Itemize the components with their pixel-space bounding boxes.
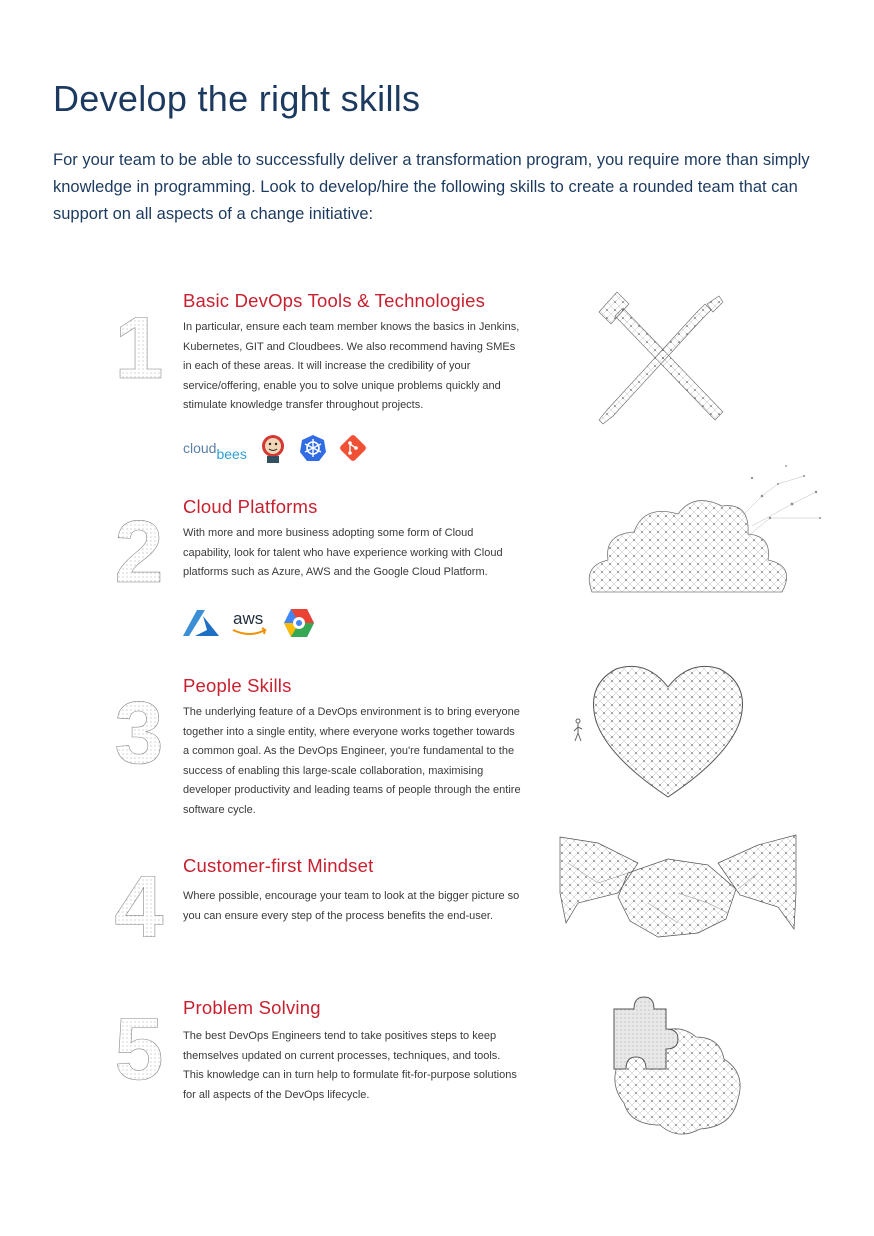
skill-section-1 <box>0 290 874 470</box>
section-title: Cloud Platforms <box>183 496 318 517</box>
section-title: Basic DevOps Tools & Technologies <box>183 290 486 311</box>
svg-text:3: 3 <box>114 685 164 769</box>
handshake-illustration <box>558 833 798 953</box>
git-logo <box>339 434 367 462</box>
aws-logo: aws <box>231 609 271 637</box>
number-5-graphic <box>106 1001 172 1085</box>
svg-text:2: 2 <box>114 504 164 588</box>
section-body: In particular, ensure each team member knows the basics in Jenkins, Kubernetes, GIT and Cloudbees. We also recommend having SMEs in each of these areas. It will increase the credibility of your service/offering, enable you to solve unique problems quickly and stimulate knowledge transfer throughout projects. <box>183 321 520 411</box>
jenkins-logo <box>259 432 287 464</box>
kubernetes-logo <box>299 434 327 462</box>
skill-section-4 <box>0 855 874 965</box>
heart-illustration <box>568 661 752 801</box>
svg-text:5: 5 <box>114 1001 164 1085</box>
skill-section-5 <box>0 997 874 1147</box>
section-title: People Skills <box>183 675 292 696</box>
tool-logos <box>183 432 367 464</box>
number-2-graphic <box>106 504 172 588</box>
cloudbees-logo: cloudbees <box>183 440 247 462</box>
google-cloud-logo <box>283 608 315 638</box>
number-1-graphic <box>106 300 172 384</box>
cloud-logos <box>183 608 315 638</box>
section-body: The best DevOps Engineers tend to take positives steps to keep themselves updated on current processes, techniques, and tools. This knowledge can in turn help to formulate fit-for-purpose solutions for all aspects of the DevOps lifecycle. <box>183 1030 517 1101</box>
section-body: With more and more business adopting some form of Cloud capability, look for talent who have experience working with Cloud platforms such as Azure, AWS and the Google Cloud Platform. <box>183 527 503 578</box>
hammer-and-screwdriver-illustration <box>595 290 730 430</box>
svg-text:1: 1 <box>114 300 164 384</box>
number-3-graphic <box>106 685 172 769</box>
svg-text:4: 4 <box>114 859 164 943</box>
brain-puzzle-illustration <box>600 993 745 1143</box>
number-4-graphic <box>106 859 172 943</box>
skill-section-3 <box>0 675 874 825</box>
section-title: Problem Solving <box>183 997 321 1018</box>
page-title: Develop the right skills <box>53 78 421 119</box>
skill-section-2 <box>0 496 874 646</box>
azure-logo <box>183 608 219 638</box>
cloud-illustration <box>582 456 827 601</box>
section-body: Where possible, encourage your team to look at the bigger picture so you can ensure every step of the process benefits the end-user. <box>183 890 520 922</box>
section-title: Customer-first Mindset <box>183 855 374 876</box>
section-body: The underlying feature of a DevOps environment is to bring everyone together into a single entity, where everyone works together towards a common goal. As the DevOps Engineer, you're fundamental to the success of enabling this large-scale collaboration, maximising developer productivity and leading teams of people through the entire software cycle. <box>183 706 521 816</box>
intro-paragraph: For your team to be able to successfully deliver a transformation program, you require more than simply knowledge in programming. Look to develop/hire the following skills to create a rounded team that can support on all aspects of a change initiative: <box>53 151 810 223</box>
